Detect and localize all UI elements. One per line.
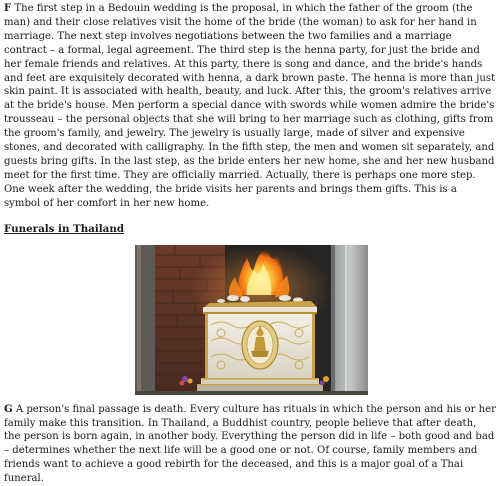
paragraph-letter-f: F [4,3,12,14]
paragraph-g [4,403,496,486]
paragraph-f [4,2,496,211]
funeral-pyre-photo [135,245,368,395]
paragraph-f-text: The first step in a Bedouin wedding is the proposal, in which the father of the groom (the man) and their close relatives visit the home of the bride (the woman) to ask for her hand in marriage. The next step involves negotiations between the two families and a marriage contract – a formal, legal agreement. The third step is the henna party, for just the bride and her female friends and relatives. At this party, there is song and dance, and the bride's hands and feet are exquisitely decorated with henna, a dark brown paste. The henna is more than just skin paint. It is associated with health, beauty, and luck. After this, the groom's relatives arrive at the bride's house. Men perform a special dance with swords while women admire the bride's trousseau – the personal objects that she will bring to her marriage such as clothing, gifts from the groom's family, and jewelry. The jewelry is usually large, made of silver and expensive stones, and decorated with calligraphy. In the fifth step, the men and women sit separately, and guests bring gifts. In the last step, as the bride enters her new home, she and her new husband meet for the first time. They are officially married. Actually, there is perhaps one more step. One week after the wedding, the bride visits her parents and brings them gifts. This is a symbol of her comfort in her new home. [4,3,496,209]
section-heading: Funerals in Thailand [4,222,125,235]
paragraph-letter-g: G [4,403,13,415]
paragraph-g-text: A person's final passage is death. Every culture has rituals in which the person and his or her family make this transition. In Thailand, a Buddhist country, people believe that after death, the person is born again, in another body. Everything the person did in life – both good and bad – determines whether the next life will be a good one or not. Of course, family members and friends want to achieve a good rebirth for the deceased, and this is a major goal of a Thai funeral. [4,403,496,485]
